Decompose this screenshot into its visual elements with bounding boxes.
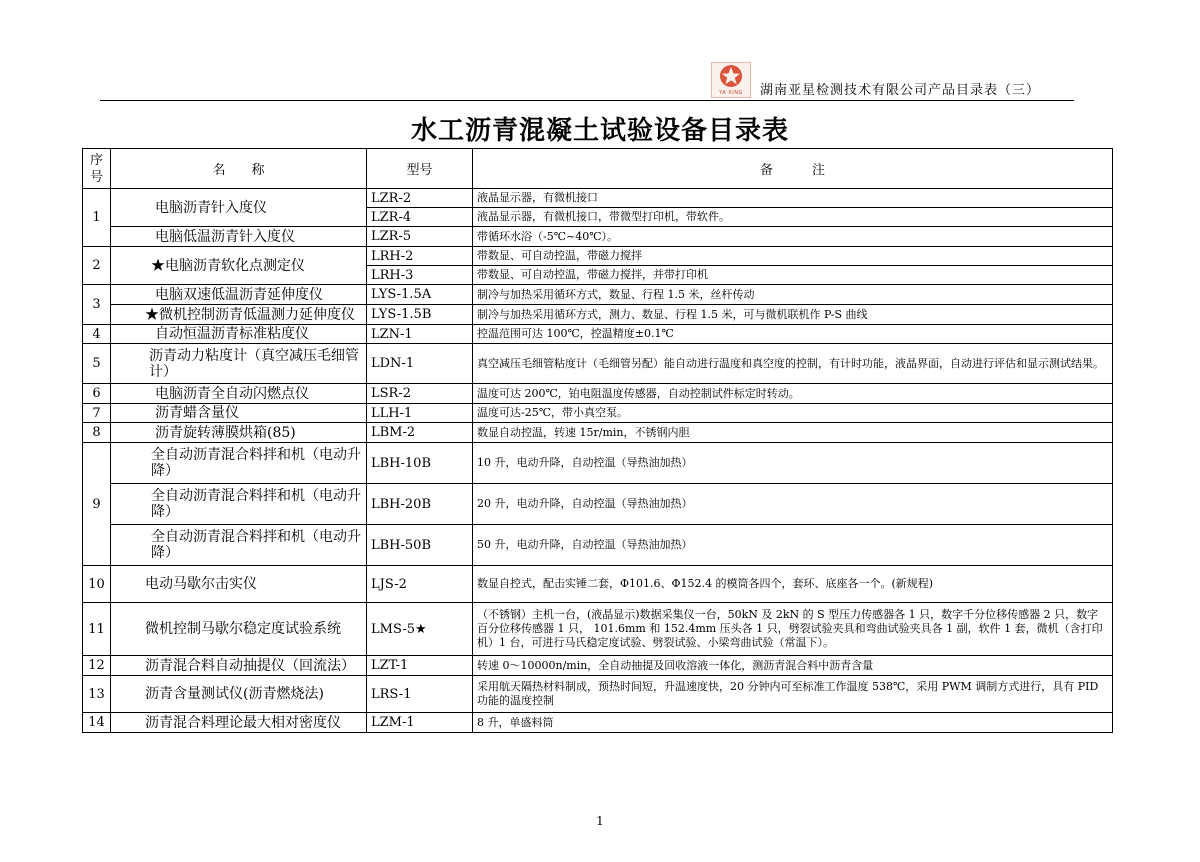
col-no-header: 序 号 bbox=[83, 149, 111, 189]
table-row bbox=[83, 566, 1113, 603]
remark: 温度可达-25℃，带小真空泵。 bbox=[473, 404, 1113, 423]
model-code: LJS-2 bbox=[367, 566, 473, 603]
remark: 数显自动控温，转速 15r/min，不锈钢内胆 bbox=[473, 423, 1113, 443]
table-row bbox=[83, 713, 1113, 733]
table-row bbox=[83, 404, 1113, 423]
remark: 50 升，电动升降，自动控温（导热油加热） bbox=[473, 525, 1113, 566]
model-code: LYS-1.5B bbox=[367, 305, 473, 325]
row-no: 14 bbox=[83, 713, 111, 733]
remark: 带数显、可自动控温，带磁力搅拌，并带打印机 bbox=[473, 266, 1113, 285]
table-row bbox=[83, 227, 1113, 247]
remark: 制冷与加热采用循环方式，测力、数显、行程 1.5 米，可与微机联机作 P-S 曲线 bbox=[473, 305, 1113, 325]
table-row bbox=[83, 344, 1113, 384]
star-logo-icon bbox=[712, 63, 750, 89]
row-no: 8 bbox=[83, 423, 111, 443]
logo-text: YA XING bbox=[719, 90, 743, 96]
remark: 10 升，电动升降，自动控温（导热油加热） bbox=[473, 443, 1113, 484]
table-row bbox=[83, 603, 1113, 656]
table-row bbox=[83, 676, 1113, 713]
remark: 转速 0～10000n/min，全自动抽提及回收溶液一体化，测沥青混合料中沥青含量 bbox=[473, 656, 1113, 676]
row-no: 13 bbox=[83, 676, 111, 713]
col-model-header: 型号 bbox=[367, 149, 473, 189]
product-name: 全自动沥青混合料拌和机（电动升降） bbox=[111, 525, 367, 566]
product-name: 沥青蜡含量仪 bbox=[111, 404, 367, 423]
catalog-table bbox=[82, 148, 1113, 733]
table-row bbox=[83, 423, 1113, 443]
row-no: 4 bbox=[83, 325, 111, 344]
model-code: LZR-4 bbox=[367, 208, 473, 227]
row-no: 6 bbox=[83, 384, 111, 404]
model-code: LRH-2 bbox=[367, 247, 473, 266]
page-title: 水工沥青混凝土试验设备目录表 bbox=[410, 116, 789, 146]
model-code: LRH-3 bbox=[367, 266, 473, 285]
row-no: 5 bbox=[83, 344, 111, 384]
company-header: 湖南亚星检测技术有限公司产品目录表（三） bbox=[760, 83, 1041, 98]
remark: 控温范围可达 100℃，控温精度±0.1℃ bbox=[473, 325, 1113, 344]
remark: 真空减压毛细管粘度计（毛细管另配）能自动进行温度和真空度的控制，有计时功能，液晶界面，自动进行评估和显示测试结果。 bbox=[473, 344, 1113, 384]
table-row bbox=[83, 484, 1113, 525]
model-code: LDN-1 bbox=[367, 344, 473, 384]
company-logo bbox=[711, 62, 751, 98]
remark: 数显自控式，配击实锤二套，Φ101.6、Φ152.4 的模筒各四个，套环、底座各一个。(新规程) bbox=[473, 566, 1113, 603]
row-no: 1 bbox=[83, 189, 111, 247]
model-code: LMS-5★ bbox=[367, 603, 473, 656]
product-name: 沥青含量测试仪(沥青燃烧法) bbox=[111, 676, 367, 713]
model-code: LZM-1 bbox=[367, 713, 473, 733]
table-header-row bbox=[83, 149, 1113, 189]
remark: 液晶显示器，有微机接口，带微型打印机，带软件。 bbox=[473, 208, 1113, 227]
product-name: ★电脑沥青软化点测定仪 bbox=[111, 247, 367, 285]
table-row bbox=[83, 247, 1113, 266]
row-no: 2 bbox=[83, 247, 111, 285]
model-code: LRS-1 bbox=[367, 676, 473, 713]
remark: 制冷与加热采用循环方式，数显、行程 1.5 米，丝杆传动 bbox=[473, 285, 1113, 305]
model-code: LLH-1 bbox=[367, 404, 473, 423]
table-row bbox=[83, 285, 1113, 305]
model-code: LBM-2 bbox=[367, 423, 473, 443]
table-row bbox=[83, 384, 1113, 404]
remark: 温度可达 200℃，铂电阻温度传感器，自动控制试件标定时转动。 bbox=[473, 384, 1113, 404]
row-no: 11 bbox=[83, 603, 111, 656]
table-row bbox=[83, 443, 1113, 484]
model-code: LBH-10B bbox=[367, 443, 473, 484]
product-name: 电脑沥青全自动闪燃点仪 bbox=[111, 384, 367, 404]
table-row bbox=[83, 525, 1113, 566]
remark: 带数显、可自动控温，带磁力搅拌 bbox=[473, 247, 1113, 266]
product-name: 沥青混合料自动抽提仪（回流法） bbox=[111, 656, 367, 676]
product-name: 电脑低温沥青针入度仪 bbox=[111, 227, 367, 247]
table-row bbox=[83, 325, 1113, 344]
product-name: 电动马歇尔击实仪 bbox=[111, 566, 367, 603]
model-code: LYS-1.5A bbox=[367, 285, 473, 305]
model-code: LZR-2 bbox=[367, 189, 473, 208]
product-name: 电脑沥青针入度仪 bbox=[111, 189, 367, 227]
model-code: LZR-5 bbox=[367, 227, 473, 247]
page-number: 1 bbox=[596, 814, 604, 828]
model-code: LZN-1 bbox=[367, 325, 473, 344]
row-no: 12 bbox=[83, 656, 111, 676]
col-name-header: 名 称 bbox=[111, 149, 367, 189]
remark: （不锈钢）主机一台，(液晶显示)数据采集仪一台，50kN 及 2kN 的 S 型压力传感器各 1 只，数字千分位移传感器 2 只，数字百分位移传感器 1 只， 101.6mm 和 152.4mm 压头各 1 只，劈裂试验夹具和弯曲试验夹具各 1 副，软件 1 套，微机（含打印机）1 台，可进行马氏稳定度试验、劈裂试验、小梁弯曲试验（常温下）。 bbox=[473, 603, 1113, 656]
table-row bbox=[83, 305, 1113, 325]
product-name: 全自动沥青混合料拌和机（电动升降） bbox=[111, 443, 367, 484]
model-code: LZT-1 bbox=[367, 656, 473, 676]
model-code: LBH-50B bbox=[367, 525, 473, 566]
remark: 液晶显示器，有微机接口 bbox=[473, 189, 1113, 208]
model-code: LBH-20B bbox=[367, 484, 473, 525]
row-no: 3 bbox=[83, 285, 111, 325]
product-name: 沥青旋转薄膜烘箱(85) bbox=[111, 423, 367, 443]
remark: 采用航天隔热材料制成，预热时间短，升温速度快，20 分钟内可至标准工作温度 538℃，采用 PWM 调制方式进行，具有 PID 功能的温度控制 bbox=[473, 676, 1113, 713]
row-no: 9 bbox=[83, 443, 111, 566]
table-row bbox=[83, 656, 1113, 676]
product-name: ★微机控制沥青低温测力延伸度仪 bbox=[111, 305, 367, 325]
table-row bbox=[83, 189, 1113, 208]
col-note-header: 备 注 bbox=[473, 149, 1113, 189]
header-rule bbox=[100, 100, 1074, 101]
product-name: 沥青混合料理论最大相对密度仪 bbox=[111, 713, 367, 733]
row-no: 7 bbox=[83, 404, 111, 423]
product-name: 自动恒温沥青标准粘度仪 bbox=[111, 325, 367, 344]
product-name: 电脑双速低温沥青延伸度仪 bbox=[111, 285, 367, 305]
row-no: 10 bbox=[83, 566, 111, 603]
model-code: LSR-2 bbox=[367, 384, 473, 404]
remark: 8 升，单盛料筒 bbox=[473, 713, 1113, 733]
product-name: 微机控制马歇尔稳定度试验系统 bbox=[111, 603, 367, 656]
product-name: 沥青动力粘度计（真空减压毛细管计） bbox=[111, 344, 367, 384]
product-name: 全自动沥青混合料拌和机（电动升降） bbox=[111, 484, 367, 525]
remark: 20 升，电动升降，自动控温（导热油加热） bbox=[473, 484, 1113, 525]
remark: 带循环水浴（-5℃~40℃）。 bbox=[473, 227, 1113, 247]
